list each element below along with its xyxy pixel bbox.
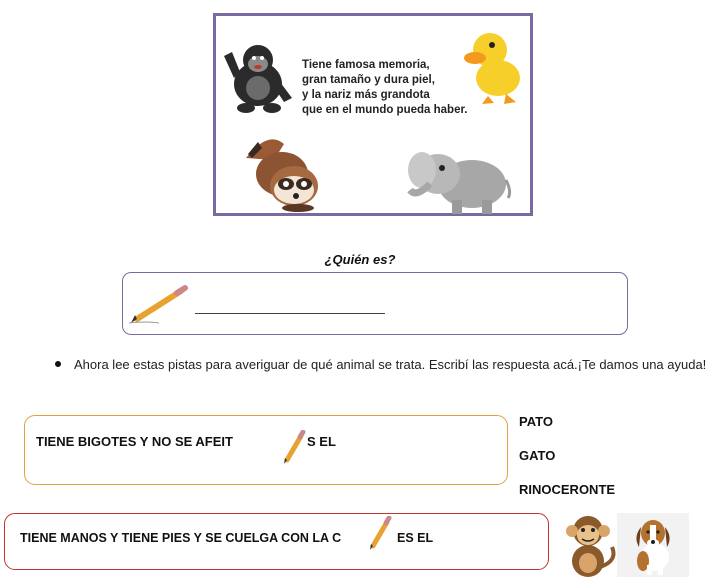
clue-text-after: S EL — [307, 434, 336, 449]
option-gato: GATO — [519, 448, 556, 463]
clue-box-2[interactable] — [4, 513, 549, 570]
clue-text-after: ES EL — [397, 531, 434, 545]
riddle-line: que en el mundo pueda haber. — [302, 104, 468, 116]
riddle-line: y la nariz más grandota — [302, 89, 430, 101]
dog-icon — [621, 515, 685, 577]
option-rinoceronte: RINOCERONTE — [519, 482, 616, 497]
pencil-icon — [281, 430, 307, 466]
monkey-icon — [560, 511, 618, 579]
riddle-line: gran tamaño y dura piel, — [302, 74, 435, 86]
answer-line[interactable] — [195, 313, 385, 314]
bullet — [55, 361, 61, 367]
option-pato: PATO — [519, 414, 553, 429]
riddle-line: Tiene famosa memoria, — [302, 59, 430, 71]
answer-box[interactable] — [122, 272, 628, 335]
instruction-text: Ahora lee estas pistas para averiguar de qué animal se trata. Escribí las respuesta acá.¡Te damos una ayuda! — [74, 357, 707, 372]
clue-text-before: TIENE MANOS Y TIENE PIES Y SE CUELGA CON LA C — [20, 531, 342, 545]
elephant-icon — [402, 144, 514, 216]
raccoon-icon — [238, 124, 330, 212]
clue-text-before: TIENE BIGOTES Y NO SE AFEIT — [36, 434, 233, 449]
riddle-text — [302, 58, 522, 118]
riddle-card — [213, 13, 533, 216]
pencil-icon — [127, 285, 193, 325]
pencil-icon — [367, 516, 393, 552]
gorilla-icon — [218, 38, 296, 116]
question-heading: ¿Quién es? — [324, 252, 396, 267]
clue-box-1[interactable] — [24, 415, 508, 485]
dog-photo — [617, 513, 689, 577]
